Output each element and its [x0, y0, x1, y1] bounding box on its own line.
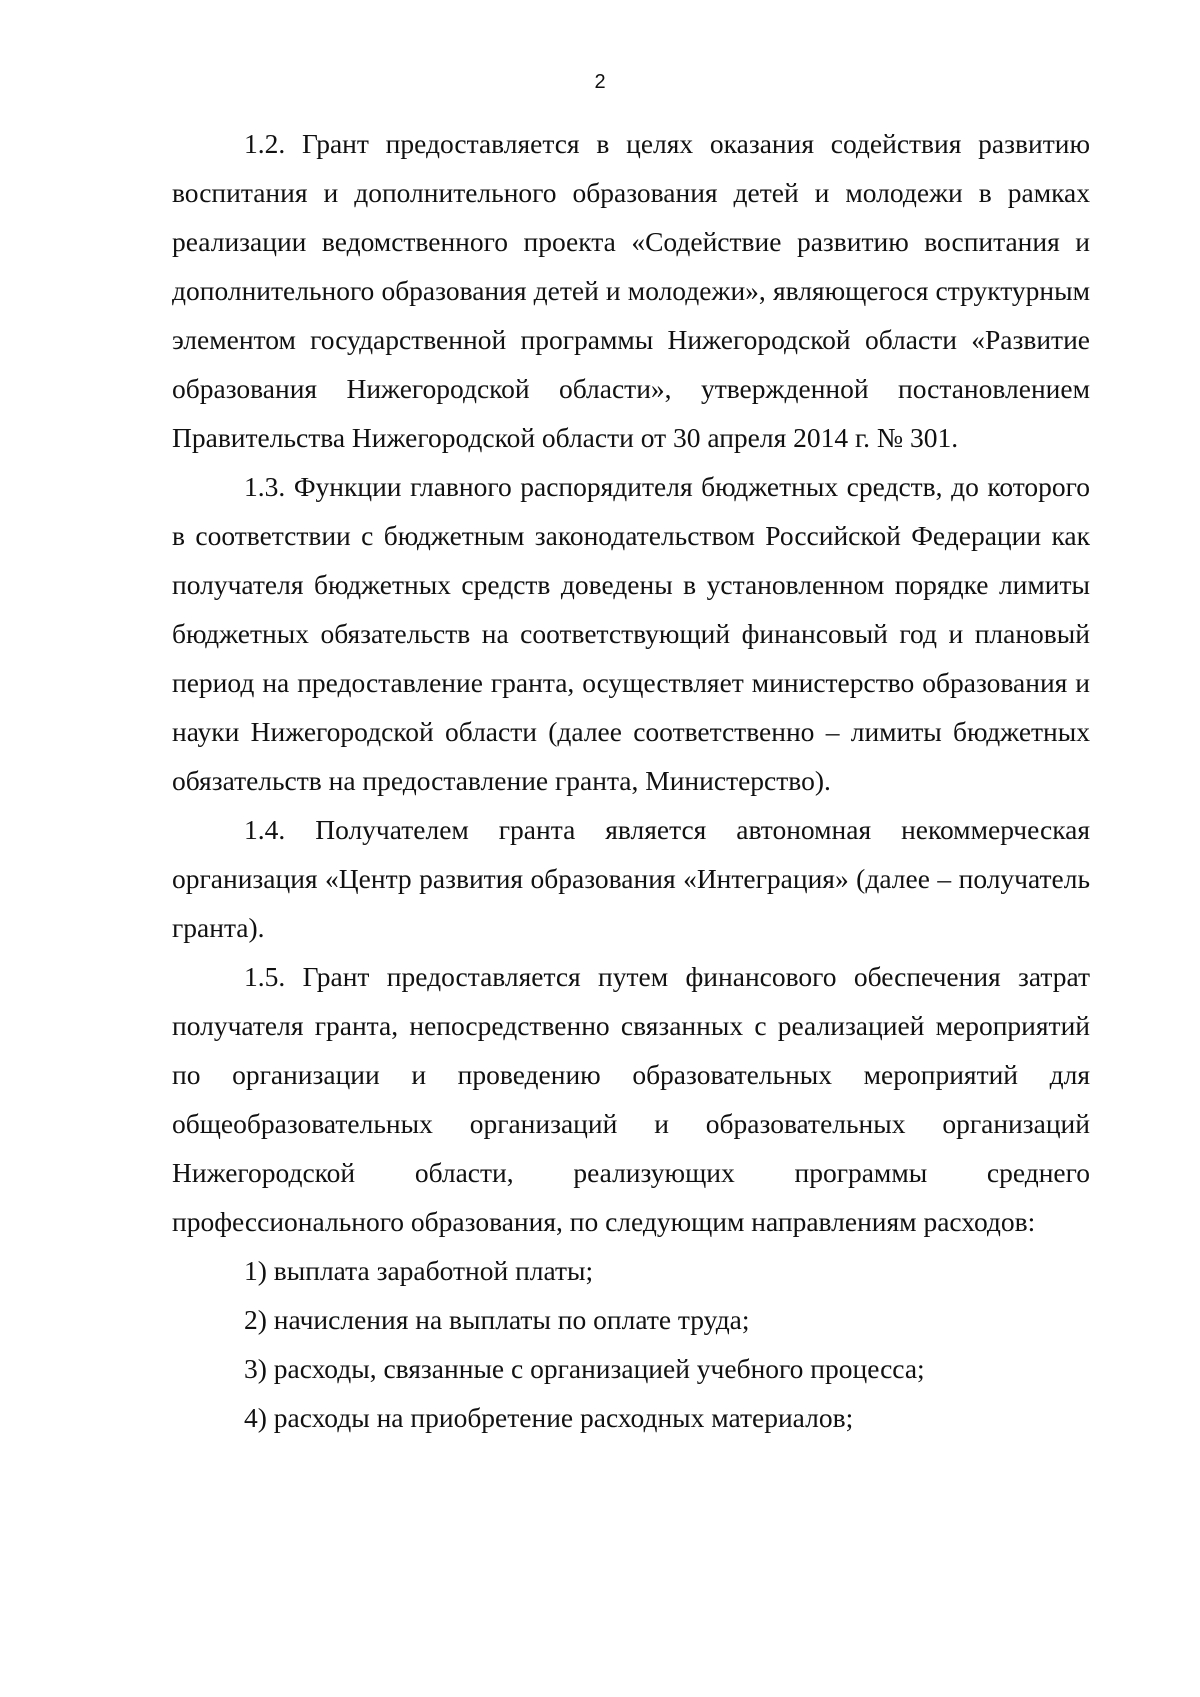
list-item: 3) расходы, связанные с организацией учебного процесса;	[244, 1353, 925, 1384]
paragraph-1-3: 1.3. Функции главного распорядителя бюджетных средств, до которого в соответствии с бюджетным законодательством Российской Федерации как получателя бюджетных средств доведены в установленном порядке лимиты бюджетных обязательств на соответствующий финансовый год и плановый период на предоставление гранта, осуществляет министерство образования и науки Нижегородской области (далее соответственно – лимиты бюджетных обязательств на предоставление гранта, Министерство).	[172, 471, 1090, 796]
paragraph-1-4: 1.4. Получателем гранта является автономная некоммерческая организация «Центр развития образования «Интеграция» (далее – получатель гранта).	[172, 814, 1090, 943]
list-item: 4) расходы на приобретение расходных материалов;	[244, 1402, 854, 1433]
document-body	[172, 119, 1090, 1442]
list-item: 2) начисления на выплаты по оплате труда;	[244, 1304, 750, 1335]
paragraph-1-2: 1.2. Грант предоставляется в целях оказания содействия развитию воспитания и дополнительного образования детей и молодежи в рамках реализации ведомственного проекта «Содействие развитию воспитания и дополнительного образования детей и молодежи», являющегося структурным элементом государственной программы Нижегородской области «Развитие образования Нижегородской области», утвержденной постановлением Правительства Нижегородской области от 30 апреля 2014 г. № 301.	[172, 128, 1090, 453]
list-item: 1) выплата заработной платы;	[244, 1255, 594, 1286]
page-number: 2	[594, 71, 606, 93]
paragraph-1-5: 1.5. Грант предоставляется путем финансового обеспечения затрат получателя гранта, непосредственно связанных с реализацией мероприятий по организации и проведению образовательных мероприятий для общеобразовательных организаций и образовательных организаций Нижегородской области, реализующих программы среднего профессионального образования, по следующим направлениям расходов:	[172, 961, 1090, 1237]
